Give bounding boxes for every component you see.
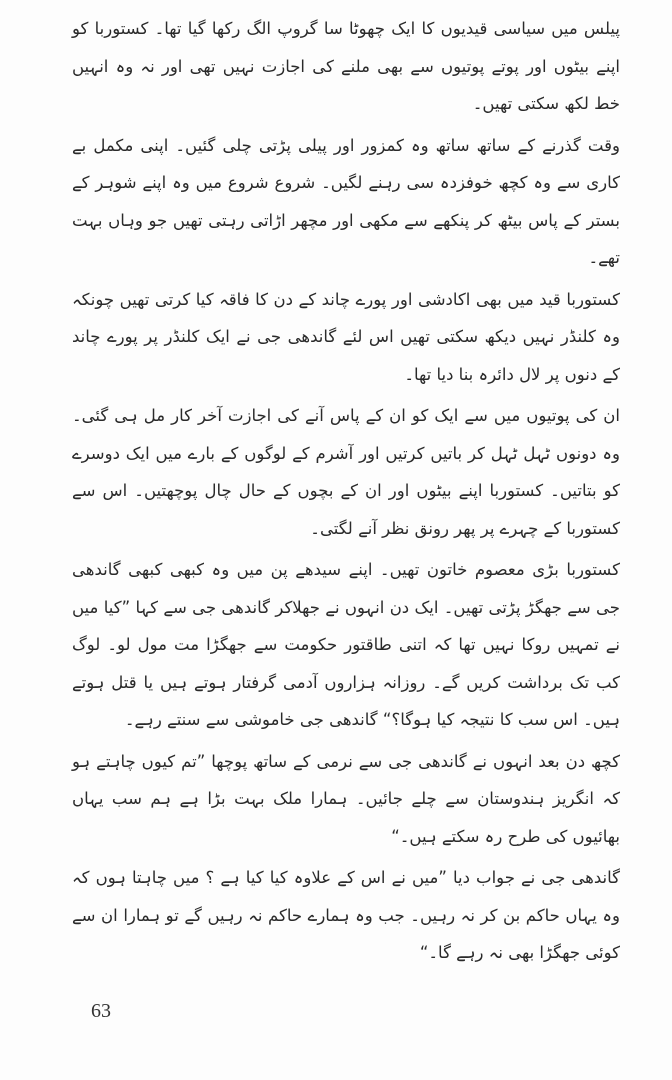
- paragraph-3: کستوربا قید میں بھی اکادشی اور پورے چاند کے دن کا فاقہ کیا کرتی تھیں چونکہ وہ کلنڈر نہیں دیکھ سکتی تھیں اس لئے گاندھی جی نے ایک کلنڈر پر پورے چاند کے دنوں پر لال دائرہ بنا دیا تھا۔: [72, 289, 620, 384]
- paragraph-5: کستوربا بڑی معصوم خاتون تھیں۔ اپنے سیدھے پن میں وہ کبھی کبھی گاندھی جی سے جھگڑ پڑتی تھیں۔ ایک دن انہوں نے جھلاکر گاندھی جی سے کہا ”کیا میں نے تمہیں روکا نہیں تھا کہ اتنی طاقتور حکومت سے جھگڑا مت مول لو۔ لوگ کب تک برداشت کریں گے۔ روزانہ ہزاروں آدمی گرفتار ہوتے ہیں یا قتل ہوتے ہیں۔ اس سب کا نتیجہ کیا ہوگا؟“ گاندھی جی خاموشی سے سنتے رہے۔: [72, 560, 620, 729]
- paragraph-6: کچھ دن بعد انہوں نے گاندھی جی سے نرمی کے ساتھ پوچھا ”تم کیوں چاہتے ہو کہ انگریز ہندوستان سے چلے جائیں۔ ہمارا ملک بہت بڑا ہے ہم سب یہاں بھائیوں کی طرح رہ سکتے ہیں۔“: [72, 751, 620, 846]
- paragraph-4: ان کی پوتیوں میں سے ایک کو ان کے پاس آنے کی اجازت آخر کار مل ہی گئی۔ وہ دونوں ٹہل ٹہل کر باتیں کرتیں اور آشرم کے لوگوں کے بارے میں ایک دوسرے کو بتاتیں۔ کستوربا اپنے بیٹوں اور ان کے بچوں کے حال چال پوچھتیں۔ اس سے کستوربا کے چہرے پر پھر رونق نظر آنے لگتی۔: [72, 406, 620, 538]
- paragraph-7: گاندھی جی نے جواب دیا ”میں نے اس کے علاوہ کیا کیا ہے ؟ میں چاہتا ہوں کہ وہ یہاں حاکم بن کر نہ رہیں۔ جب وہ ہمارے حاکم نہ رہیں گے تو ہمارا ان سے کوئی جھگڑا بھی نہ رہے گا۔“: [72, 868, 620, 962]
- page-body-text: [72, 10, 620, 976]
- paragraph-1: پیلس میں سیاسی قیدیوں کا ایک چھوٹا سا گروپ الگ رکھا گیا تھا۔ کستوربا کو اپنے بیٹوں اور پوتے پوتیوں سے بھی ملنے کی اجازت نہیں تھی اور نہ وہ انہیں خط لکھ سکتی تھیں۔: [72, 19, 620, 113]
- page-number: 63: [91, 1000, 111, 1022]
- paragraph-2: وقت گذرنے کے ساتھ ساتھ وہ کمزور اور پیلی پڑتی چلی گئیں۔ اپنی مکمل بے کاری سے وہ کچھ خوفزدہ سی رہنے لگیں۔ شروع شروع میں وہ اپنے شوہر کے بستر کے پاس بیٹھ کر پنکھے سے مکھی اور مچھر اڑاتی رہتی تھیں جو وہاں بہت تھے۔: [72, 135, 620, 267]
